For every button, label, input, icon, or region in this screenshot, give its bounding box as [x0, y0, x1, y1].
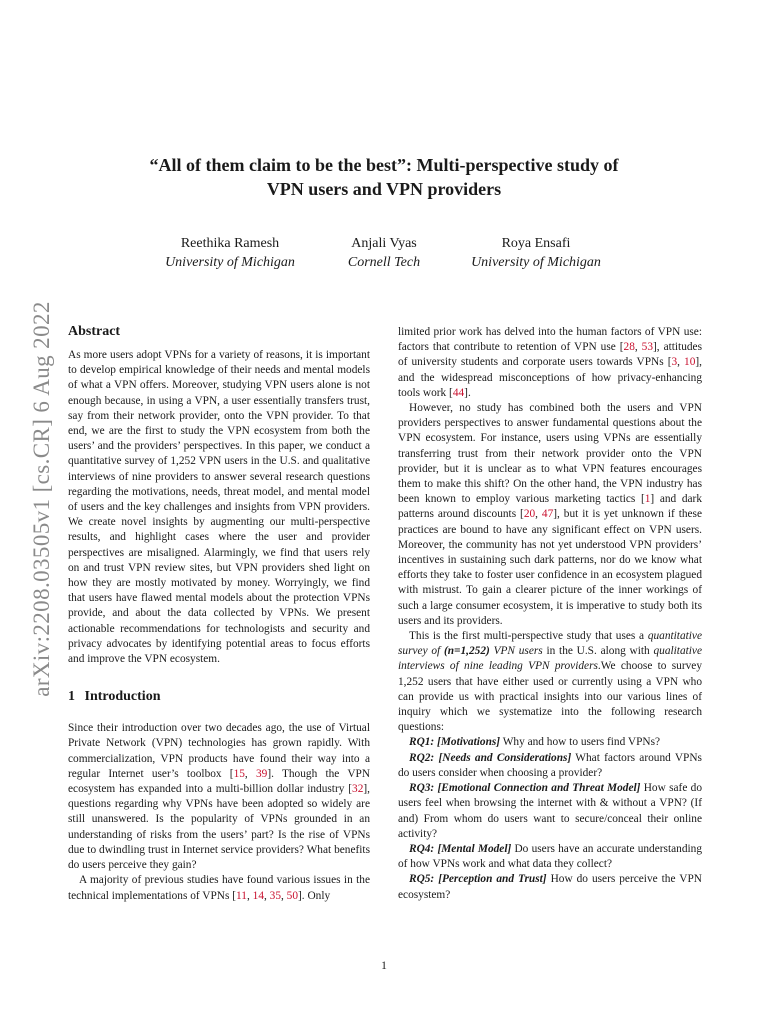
abstract-text: As more users adopt VPNs for a variety of reasons, it is important to develop empirical knowledge of their needs and mental models of what a VPN offers. Moreover, studying VPN users alone is not enough because, in using a VPN, a user essentially transfers trust, say from their network provider, onto the VPN provider. To that end, we are the first to study the VPN ecosystem from both the users’ and the providers’ perspectives. In this paper, we conduct a quantitative survey of 1,252 VPN users in the U.S. and qualitative interviews of nine providers to answer several research questions regarding the motivations, needs, threat model, and mental model of users and the key challenges and insights from VPN providers. We create novel insights by augmenting our multi-perspective results, and highlight cases where the user and provider perspectives are misaligned. Alarmingly, we find that users rely on and trust VPN review sites, but VPN providers shed light on how they are mostly motivated by money. Worryingly, we find that users have flawed mental models about the protection VPNs provide, and about the data collected by VPNs. We present actionable recommendations for technologists and security and privacy advocates by identifying potential areas to focus efforts and improve the VPN ecosystem. — [68, 349, 370, 666]
research-question-label: RQ3: [Emotional Connection and Threat Model] — [409, 782, 641, 795]
text-run: ] and dark patterns around discounts [ — [398, 493, 702, 521]
section-title: Introduction — [84, 689, 161, 705]
citation-link[interactable]: 11 — [236, 889, 247, 902]
text-run: , — [246, 889, 253, 902]
author-affiliation: University of Michigan — [165, 255, 295, 270]
introduction-heading — [68, 687, 370, 707]
text-run: .We choose to survey 1,252 users that have either used or currently using a VPN who can provide us with practical insights into our various lines of inquiry which we systematize into the following research questions: — [398, 660, 703, 734]
text-run: in the U.S. along with — [542, 645, 654, 658]
citation-link[interactable]: 20 — [523, 508, 536, 521]
text-run: However, no study has combined both the users and VPN providers perspectives to answer fundamental questions about the VPN ecosystem. For instance, users using VPNs are essentially transferring trust from their network provider onto the VPN provider, but it is unclear as to what VPN features encourages them to make this shift? On the other hand, the VPN industry has been known to employ various marketing tactics [ — [398, 402, 702, 506]
citation-link[interactable]: 47 — [541, 508, 554, 521]
emphasis-text: (n=1,252) — [443, 645, 490, 658]
research-question-2 — [398, 751, 702, 781]
research-question-label: RQ4: [Mental Model] — [409, 842, 512, 855]
paper-title-line-1: “All of them claim to be the best”: Multi-perspective study of — [149, 155, 619, 175]
citation-link[interactable]: 3 — [671, 356, 678, 369]
citation-link[interactable]: 10 — [684, 356, 696, 369]
text-run: limited prior work has delved into the human factors of VPN use: factors that contribute to retention of VPN use [ — [398, 326, 702, 354]
author-name: Roya Ensafi — [501, 236, 571, 251]
text-run: ], attitudes of university students and corporate users towards VPNs [ — [398, 341, 703, 369]
research-question-text: What factors around VPNs do users consider when choosing a provider? — [398, 751, 702, 779]
citation-link[interactable]: 44 — [452, 386, 465, 399]
research-question-text: Why and how to users find VPNs? — [500, 736, 661, 749]
author-affiliation: University of Michigan — [471, 255, 601, 270]
emphasis-text: qualitative interviews of nine leading VPN providers — [398, 645, 702, 673]
emphasis-text: quantitative survey of — [398, 630, 702, 658]
author-name: Reethika Ramesh — [180, 236, 280, 251]
page-number: 1 — [381, 960, 387, 972]
author-block — [150, 234, 310, 272]
research-question-text: How safe do users feel when browsing the internet with & without a VPN? (If and) From whom do users want to secure/conceal their online activity? — [398, 782, 703, 840]
citation-link[interactable]: 28 — [623, 341, 635, 354]
research-question-text: How do users perceive the VPN ecosystem? — [398, 873, 702, 901]
research-question-3 — [398, 781, 702, 842]
text-run: ], questions regarding why VPNs have been adopted so widely are still unanswered. Is the popularity of VPNs grounded in an understanding of risks from the users’ part? Is the rise of VPNs due to dwindling trust in Internet service providers? What benefits do users perceive they gain? — [68, 783, 370, 872]
text-run: A majority of previous studies have found various issues in the technical implementations of VPNs [ — [68, 874, 370, 902]
research-question-text: Do users have an accurate understanding of how VPNs work and what data they collect? — [398, 842, 702, 871]
author-block — [456, 234, 616, 272]
section-number: 1 — [68, 689, 75, 705]
right-column — [398, 325, 702, 903]
research-question-5 — [398, 872, 702, 902]
research-question-4 — [398, 842, 702, 872]
text-run: , — [244, 767, 256, 780]
author-affiliation: Cornell Tech — [347, 255, 421, 270]
text-run: , — [634, 341, 642, 354]
intro-paragraph-2 — [68, 873, 370, 903]
text-run: , — [535, 508, 542, 521]
arxiv-identifier-text: arXiv:2208.03505v1 [cs.CR] 6 Aug 2022 — [29, 301, 54, 697]
paper-title-line-2: VPN users and VPN providers — [266, 179, 502, 199]
text-run: ]. Only — [298, 889, 331, 902]
citation-link[interactable]: 50 — [286, 889, 299, 902]
text-run: This is the first multi-perspective study that uses a — [409, 630, 648, 643]
citation-link[interactable]: 53 — [641, 341, 653, 354]
research-question-1 — [398, 735, 702, 750]
citation-link[interactable]: 15 — [233, 767, 245, 780]
paper-title — [100, 153, 668, 201]
text-run: ]. Though the VPN ecosystem has expanded into a multi-billion dollar industry [ — [68, 767, 371, 796]
text-run: ], and the widespread misconceptions of how privacy-enhancing tools work [ — [398, 356, 703, 399]
left-column — [68, 322, 370, 904]
citation-link[interactable]: 35 — [269, 889, 281, 902]
research-question-label: RQ5: [Perception and Trust] — [409, 873, 547, 886]
text-run: Since their introduction over two decades ago, the use of Virtual Private Network (VPN) technologies has grown rapidly. With commercialization, VPN products have found their way into a regular Internet user’s toolbox [ — [68, 722, 370, 780]
citation-link[interactable]: 32 — [352, 783, 364, 796]
text-run: , — [677, 356, 685, 369]
arxiv-identifier — [22, 274, 62, 724]
citation-link[interactable]: 14 — [252, 889, 264, 902]
text-run: ]. — [464, 386, 471, 399]
text-run: ], but it is yet unknown if these practices are bound to have any significant effect on VPN users. Moreover, the community has not yet understood VPN providers’ incentives in sustaining such dark patterns, nor do we know what efforts they take to foster user confidence in an ecosystem plagued with mistrust. To gain a clearer picture of the inner workings of such a large consumer ecosystem, it is imperative to study both its users and its providers. — [398, 508, 703, 627]
abstract-heading: Abstract — [68, 324, 121, 339]
body-paragraph-3 — [398, 629, 702, 735]
body-paragraph-1 — [398, 325, 702, 401]
text-run: , — [263, 889, 270, 902]
intro-paragraph-1 — [68, 721, 370, 873]
text-run: , — [281, 889, 287, 902]
author-block — [320, 234, 448, 272]
citation-link[interactable]: 39 — [255, 767, 268, 780]
author-name: Anjali Vyas — [351, 236, 417, 251]
citation-link[interactable]: 1 — [644, 493, 651, 506]
research-question-label: RQ1: [Motivations] — [409, 736, 501, 749]
body-paragraph-2 — [398, 401, 702, 629]
research-question-label: RQ2: [Needs and Considerations] — [409, 751, 572, 764]
emphasis-text: VPN users — [489, 645, 543, 658]
